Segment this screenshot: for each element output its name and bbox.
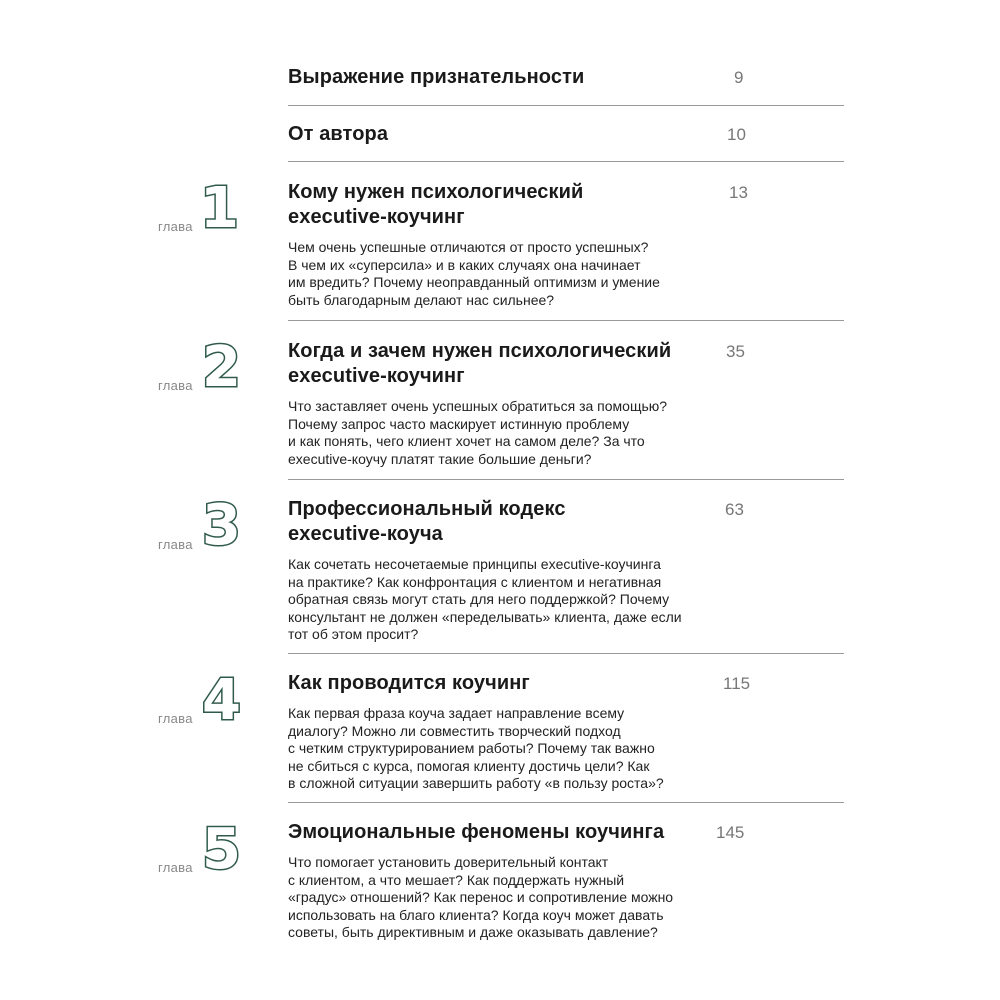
divider	[288, 653, 844, 654]
chapter-title: Эмоциональные феномены коучинга	[288, 821, 665, 843]
page-number: 35	[726, 342, 745, 361]
chapter-description: Как первая фраза коуча задает направление всему диалогу? Можно ли совместить творческий подход с четким структурированием работы? Почему так важно не сбиться с курса, помогая клиенту достичь цели? Как в сложной ситуации завершить работу «в пользу роста»?	[288, 705, 664, 792]
page-number: 10	[727, 125, 746, 144]
chapter-description: Чем очень успешные отличаются от просто успешных? В чем их «суперсила» и в каких случаях она начинает им вредить? Почему неоправданный оптимизм и умение быть благодарным делают нас сильнее?	[288, 239, 660, 308]
page-number: 115	[723, 674, 751, 693]
divider	[288, 802, 844, 803]
page-number: 63	[725, 500, 744, 519]
chapter-number-5: 5	[202, 817, 241, 882]
toc-entry-from-author[interactable]	[288, 122, 844, 147]
chapter-label: глава	[158, 537, 193, 552]
chapter-number-4: 4	[202, 668, 241, 733]
divider	[288, 161, 844, 162]
entry-title: Выражение признательности	[288, 66, 585, 88]
chapter-label: глава	[158, 860, 193, 875]
toc-entry-chapter-1[interactable]	[288, 180, 844, 309]
chapter-title: Кому нужен психологический executive-коучинг	[288, 181, 584, 228]
chapter-description: Что заставляет очень успешных обратиться за помощью? Почему запрос часто маскирует истинную проблему и как понять, чего клиент хочет на самом деле? За что executive-коучу платят такие большие деньги?	[288, 398, 668, 467]
toc-entry-acknowledgements[interactable]	[288, 65, 844, 90]
divider	[288, 320, 844, 321]
entry-title: От автора	[288, 123, 389, 145]
page-number: 9	[734, 68, 744, 87]
toc-entry-chapter-3[interactable]	[288, 497, 844, 644]
chapter-label: глава	[158, 219, 193, 234]
chapter-title: Профессиональный кодекс executive-коуча	[288, 498, 566, 545]
chapter-title: Когда и зачем нужен психологический executive-коучинг	[288, 340, 672, 387]
chapter-description: Как сочетать несочетаемые принципы executive-коучинга на практике? Как конфронтация с клиентом и негативная обратная связь могут стать для него поддержкой? Почему консультант не должен «переделывать» клиента, даже если тот об этом просит?	[288, 556, 682, 643]
chapter-description: Что помогает установить доверительный контакт с клиентом, а что мешает? Как поддержать нужный «градус» отношений? Как перенос и сопротивление можно использовать на благо клиента? Когда коуч может давать советы, быть директивным и даже оказывать давление?	[288, 854, 674, 941]
chapter-label: глава	[158, 378, 193, 393]
page-number: 145	[716, 823, 745, 842]
toc-entry-chapter-2[interactable]	[288, 339, 844, 468]
toc-entry-chapter-4[interactable]	[288, 671, 844, 793]
page-number: 13	[729, 183, 748, 202]
chapter-label: глава	[158, 711, 193, 726]
toc-entry-chapter-5[interactable]	[288, 820, 844, 942]
chapter-number-3: 3	[202, 493, 241, 558]
divider	[288, 479, 844, 480]
divider	[288, 105, 844, 106]
chapter-number-2: 2	[202, 335, 241, 400]
chapter-number-1: 1	[200, 176, 239, 241]
chapter-title: Как проводится коучинг	[288, 672, 530, 694]
